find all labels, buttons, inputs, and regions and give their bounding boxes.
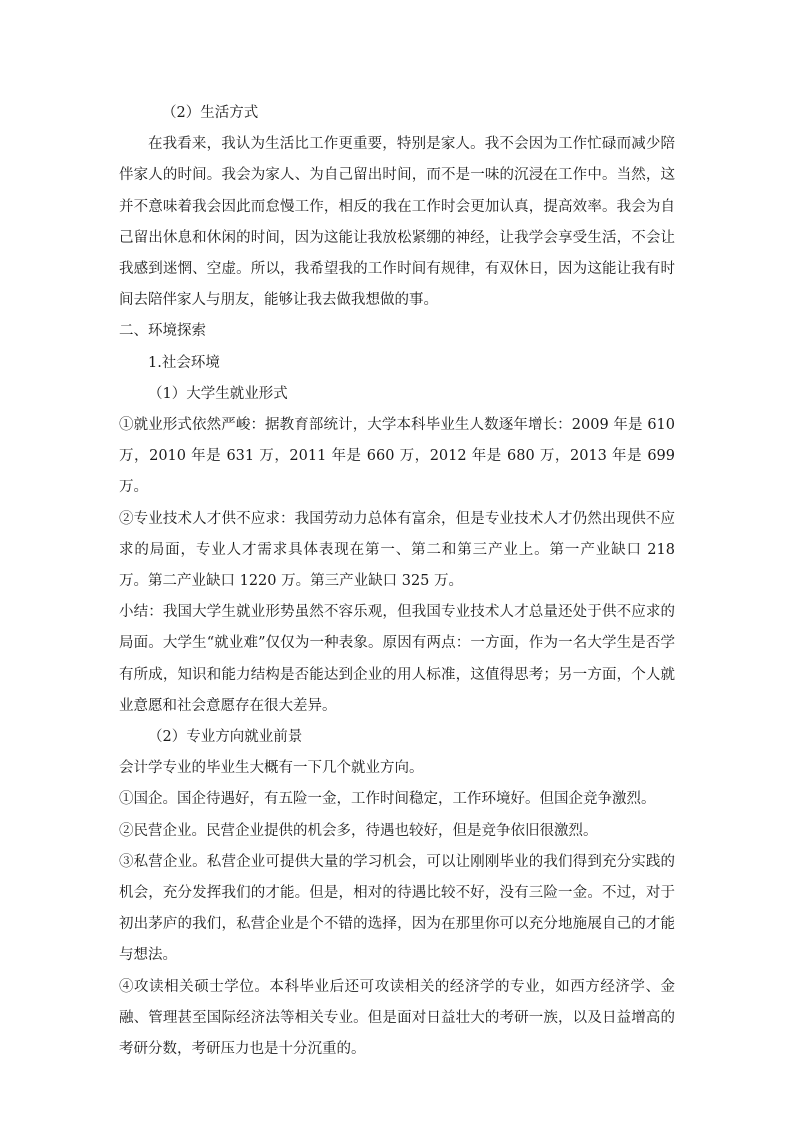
prospects-item-4: ④攻读相关硕士学位。本科毕业后还可攻读相关的经济学的专业，如西方经济学、金融、管理甚至国际经济法等相关专业。但是面对日益壮大的考研一族，以及日益增高的考研分数，考研压力也是十分沉重的。 xyxy=(119,978,675,1058)
employment-summary: 小结：我国大学生就业形势虽然不容乐观，但我国专业技术人才总量还处于供不应求的局面。大学生“就业难”仅仅为一种表象。原因有两点：一方面，作为一名大学生是否学有所成，知识和能力结构是否能达到企业的用人标准，这值得思考；另一方面，个人就业意愿和社会意愿存在很大差异。 xyxy=(119,604,675,714)
employment-form-heading: （1）大学生就业形式 xyxy=(148,385,288,402)
prospects-intro: 会计学专业的毕业生大概有一下几个就业方向。 xyxy=(119,760,424,777)
employment-form-item-2: ②专业技术人才供不应求：我国劳动力总体有富余，但是专业技术人才仍然出现供不应求的局面，专业人才需求具体表现在第一、第二和第三产业上。第一产业缺口 218 万。第二产业缺口 1220 万。第三产业缺口 325 万。 xyxy=(119,510,675,590)
employment-form-item-1: ①就业形式依然严峻：据教育部统计，大学本科毕业生人数逐年增长：2009 年是 610 万，2010 年是 631 万，2011 年是 660 万，2012 年是 680 万，2013 年是 699 万。 xyxy=(119,417,675,496)
prospects-heading: （2）专业方向就业前景 xyxy=(148,729,303,746)
prospects-item-1: ①国企。国企待遇好，有五险一金，工作时间稳定，工作环境好。但国企竞争激烈。 xyxy=(119,791,656,808)
lifestyle-heading: （2）生活方式 xyxy=(162,105,259,121)
lifestyle-paragraph: 在我看来，我认为生活比工作更重要，特别是家人。我不会因为工作忙碌而减少陪伴家人的时间。我会为家人、为自己留出时间，而不是一味的沉浸在工作中。当然，这并不意味着我会因此而怠慢工作，相反的我在工作时会更加认真，提高效率。我会为自己留出休息和休闲的时间，因为这能让我放松紧绷的神经，让我学会享受生活，不会让我感到迷惘、空虚。所以，我希望我的工作时间有规律，有双休日，因为这能让我有时间去陪伴家人与朋友，能够让我去做我想做的事。 xyxy=(119,136,675,309)
prospects-item-3: ③私营企业。私营企业可提供大量的学习机会，可以让刚刚毕业的我们得到充分实践的机会，充分发挥我们的才能。但是，相对的待遇比较不好，没有三险一金。不过，对于初出茅庐的我们，私营企业是个不错的选择，因为在那里你可以充分地施展自己的才能与想法。 xyxy=(119,853,675,964)
prospects-item-2: ②民营企业。民营企业提供的机会多，待遇也较好，但是竞争依旧很激烈。 xyxy=(119,822,598,839)
env-heading: 二、环境探索 xyxy=(119,323,206,340)
document-page xyxy=(119,98,675,1065)
social-env-heading: 1.社会环境 xyxy=(148,354,220,371)
